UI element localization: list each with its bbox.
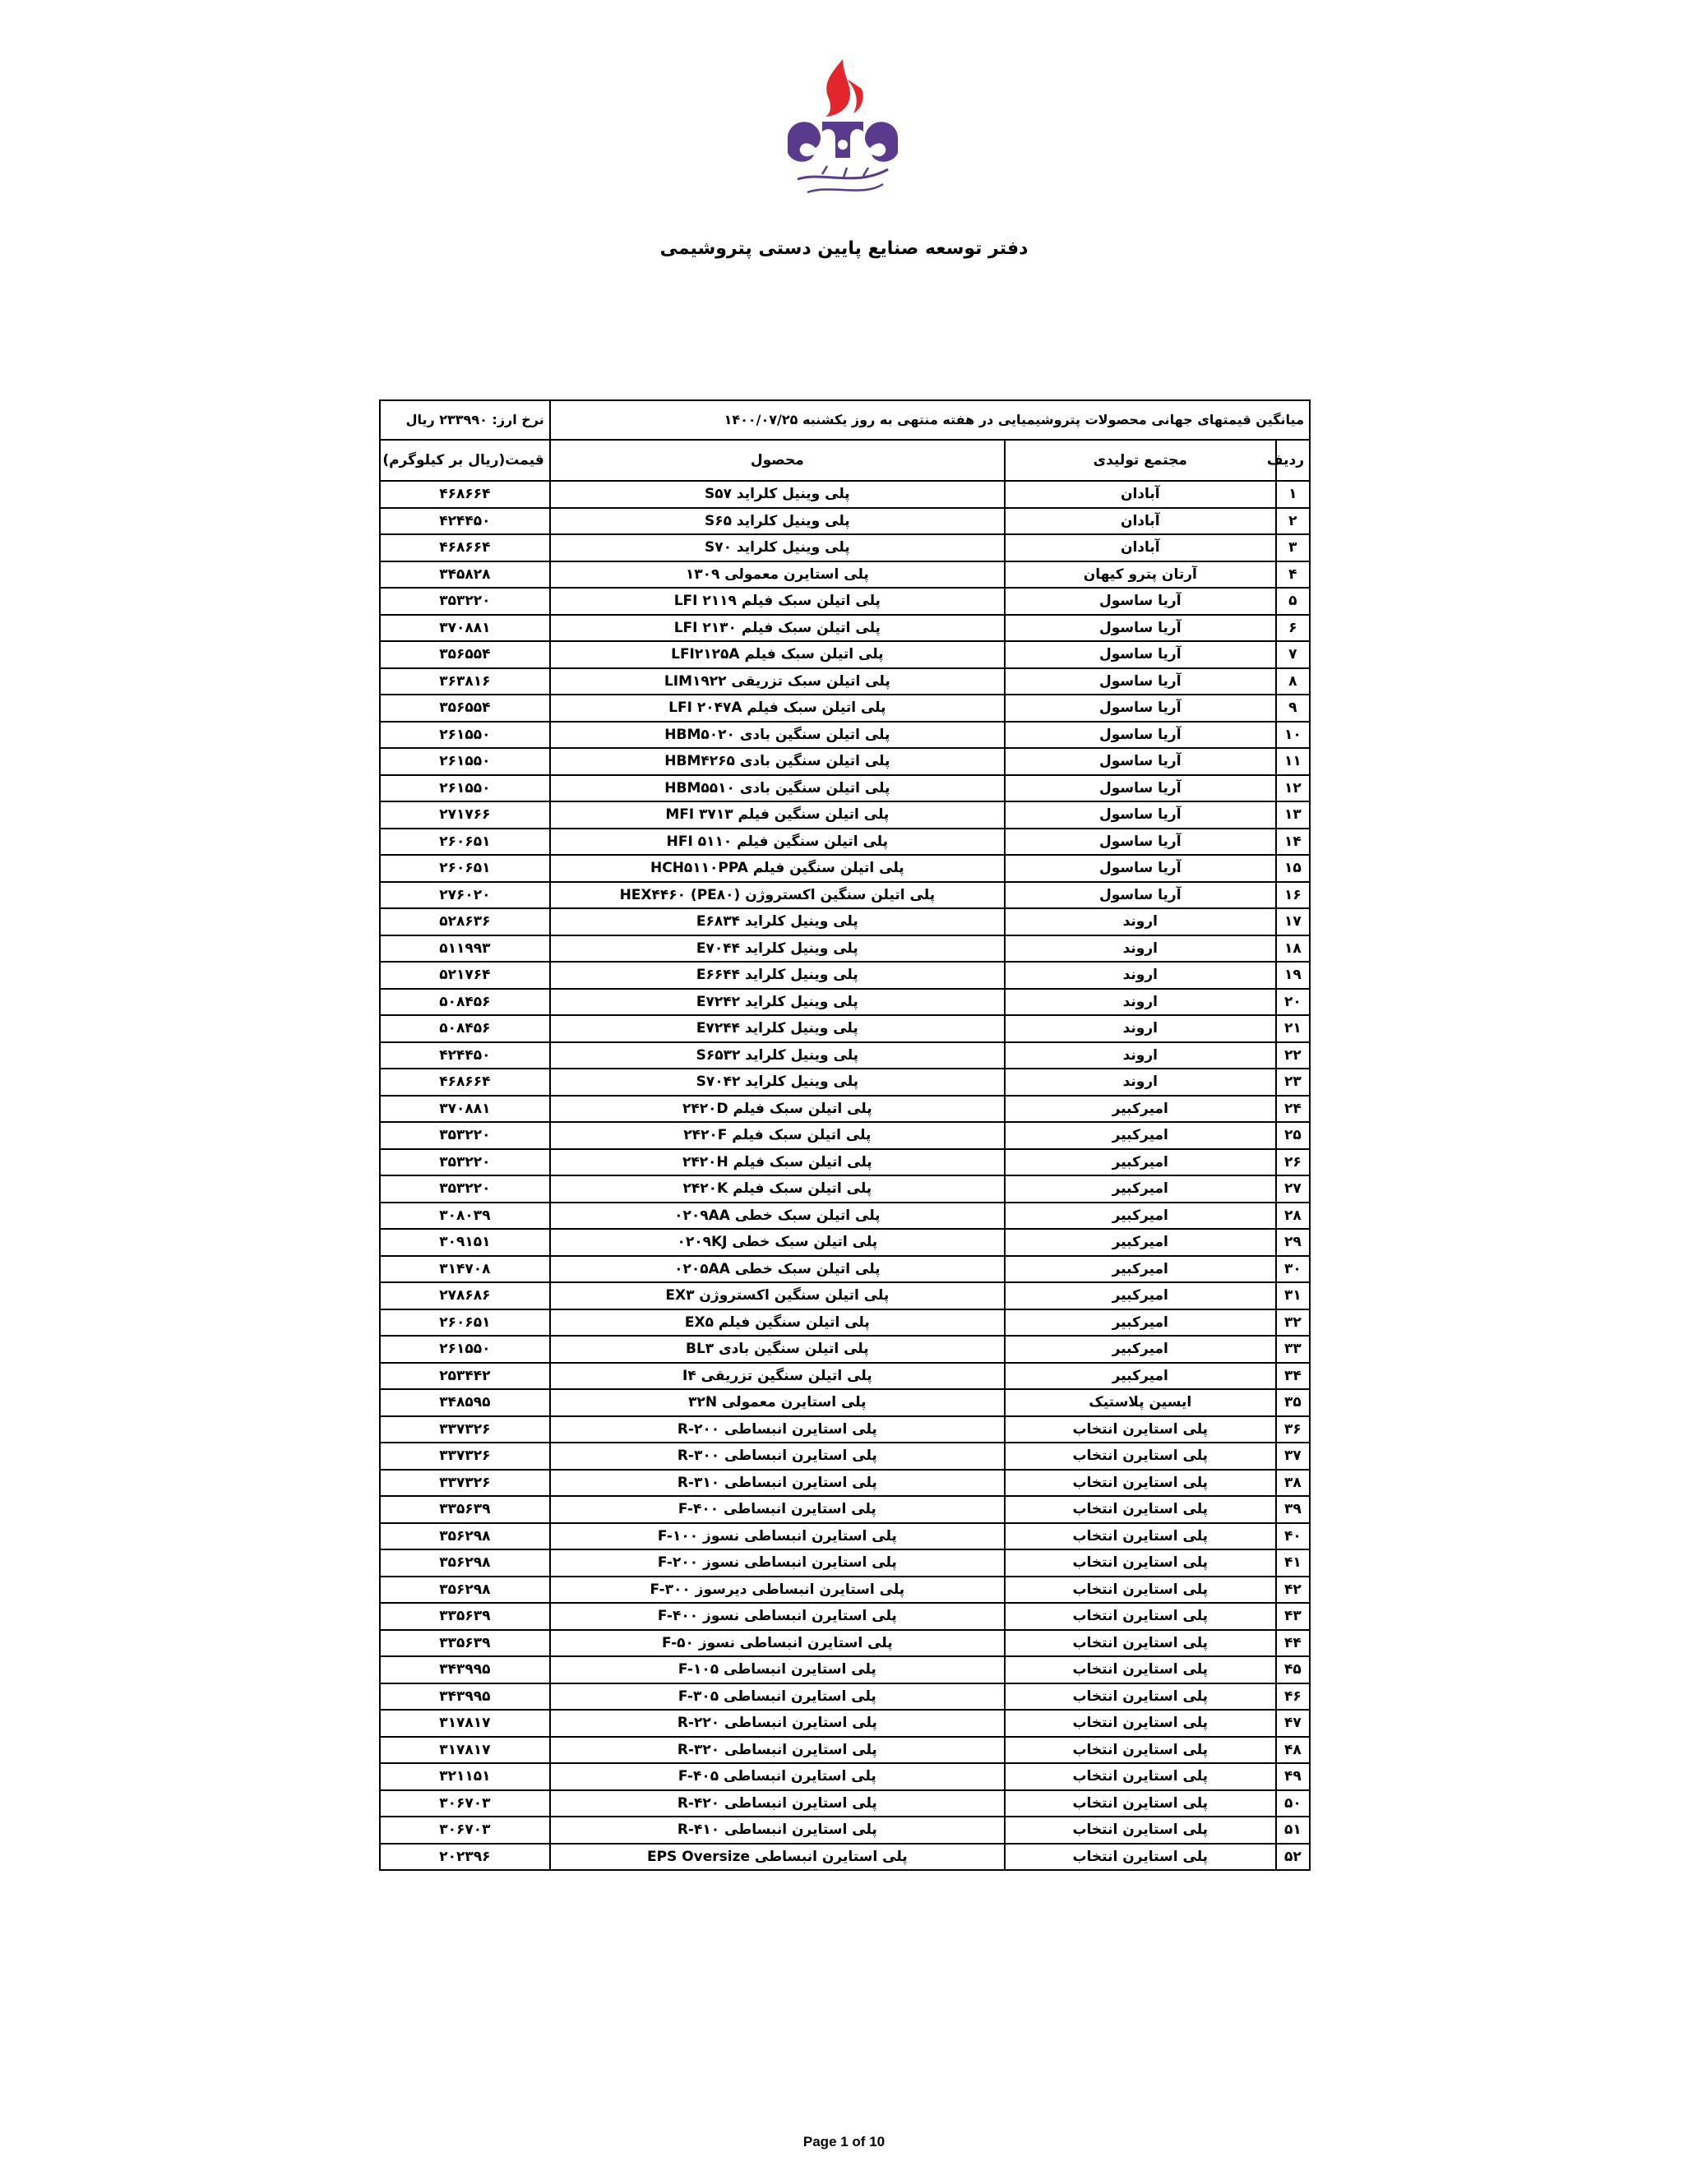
cell-row: ۲۵ — [1276, 1122, 1310, 1149]
table-row — [380, 695, 1310, 722]
cell-row: ۵۲ — [1276, 1844, 1310, 1871]
cell-complex: اروند — [1005, 1069, 1276, 1096]
cell-product: پلی اتیلن سبک فیلم ۲۴۲۰K — [550, 1175, 1005, 1203]
cell-price: ۳۵۶۲۹۸ — [380, 1577, 550, 1604]
cell-product: پلی اتیلن سنگین اکستروژن (PE۸۰) HEX۴۴۶۰ — [550, 882, 1005, 909]
cell-price: ۳۷۰۸۸۱ — [380, 615, 550, 642]
cell-row: ۴۰ — [1276, 1523, 1310, 1550]
cell-row: ۱۴ — [1276, 829, 1310, 856]
cell-complex: امیرکبیر — [1005, 1363, 1276, 1390]
cell-complex: امیرکبیر — [1005, 1282, 1276, 1309]
cell-complex: آبادان — [1005, 508, 1276, 535]
cell-price: ۳۵۶۵۵۴ — [380, 641, 550, 668]
cell-complex: پلی استایرن انتخاب — [1005, 1470, 1276, 1497]
cell-row: ۵ — [1276, 588, 1310, 615]
cell-row: ۳۸ — [1276, 1470, 1310, 1497]
cell-price: ۳۰۶۷۰۳ — [380, 1790, 550, 1817]
cell-price: ۳۱۴۷۰۸ — [380, 1256, 550, 1283]
cell-price: ۴۲۴۴۵۰ — [380, 1042, 550, 1069]
cell-price: ۲۶۰۶۵۱ — [380, 1309, 550, 1337]
col-header-row-number: ردیف — [1276, 440, 1310, 481]
table-row — [380, 1844, 1310, 1871]
table-row — [380, 1256, 1310, 1283]
cell-complex: پلی استایرن انتخاب — [1005, 1710, 1276, 1737]
cell-row: ۹ — [1276, 695, 1310, 722]
cell-price: ۳۰۶۷۰۳ — [380, 1817, 550, 1844]
cell-complex: امیرکبیر — [1005, 1122, 1276, 1149]
cell-product: پلی استایرن معمولی ۱۳۰۹ — [550, 561, 1005, 589]
table-row — [380, 1443, 1310, 1470]
table-row — [380, 1096, 1310, 1123]
cell-price: ۳۲۱۱۵۱ — [380, 1763, 550, 1790]
cell-row: ۱۶ — [1276, 882, 1310, 909]
cell-product: پلی استایرن انبساطی EPS Oversize — [550, 1844, 1005, 1871]
cell-product: پلی وینیل کلراید S۵۷ — [550, 481, 1005, 508]
cell-complex: پلی استایرن انتخاب — [1005, 1416, 1276, 1443]
table-row — [380, 534, 1310, 561]
cell-complex: امیرکبیر — [1005, 1149, 1276, 1176]
cell-row: ۲۸ — [1276, 1203, 1310, 1230]
cell-complex: آریا ساسول — [1005, 801, 1276, 829]
cell-row: ۲۳ — [1276, 1069, 1310, 1096]
cell-price: ۳۶۳۸۱۶ — [380, 668, 550, 695]
table-row — [380, 1282, 1310, 1309]
table-row — [380, 641, 1310, 668]
table-row — [380, 1470, 1310, 1497]
table-row — [380, 908, 1310, 935]
cell-product: پلی استایرن انبساطی دیرسوز F-۳۰۰ — [550, 1577, 1005, 1604]
cell-product: پلی اتیلن سنگین بادی HBM۴۲۶۵ — [550, 748, 1005, 775]
cell-product: پلی استایرن انبساطی R-۴۲۰ — [550, 1790, 1005, 1817]
cell-row: ۴۱ — [1276, 1549, 1310, 1577]
cell-row: ۵۱ — [1276, 1817, 1310, 1844]
cell-complex: پلی استایرن انتخاب — [1005, 1630, 1276, 1657]
cell-price: ۵۱۱۹۹۳ — [380, 935, 550, 963]
cell-complex: پلی استایرن انتخاب — [1005, 1683, 1276, 1711]
cell-product: پلی اتیلن سبک فیلم LFI۲۱۲۵A — [550, 641, 1005, 668]
table-row — [380, 1015, 1310, 1042]
cell-price: ۳۳۷۳۲۶ — [380, 1443, 550, 1470]
table-row — [380, 882, 1310, 909]
cell-complex: امیرکبیر — [1005, 1229, 1276, 1256]
table-row — [380, 668, 1310, 695]
cell-price: ۲۷۸۶۸۶ — [380, 1282, 550, 1309]
cell-row: ۲۷ — [1276, 1175, 1310, 1203]
cell-price: ۳۳۷۳۲۶ — [380, 1416, 550, 1443]
table-row — [380, 1203, 1310, 1230]
cell-price: ۴۶۸۶۶۴ — [380, 1069, 550, 1096]
cell-row: ۲ — [1276, 508, 1310, 535]
table-row — [380, 962, 1310, 989]
cell-row: ۳۷ — [1276, 1443, 1310, 1470]
table-row — [380, 1229, 1310, 1256]
cell-price: ۳۵۶۲۹۸ — [380, 1549, 550, 1577]
table-row — [380, 481, 1310, 508]
cell-complex: اروند — [1005, 1015, 1276, 1042]
cell-row: ۱۰ — [1276, 722, 1310, 749]
table-row — [380, 1363, 1310, 1390]
cell-complex: امیرکبیر — [1005, 1309, 1276, 1337]
table-row — [380, 989, 1310, 1016]
cell-price: ۳۵۳۲۲۰ — [380, 1175, 550, 1203]
cell-price: ۲۶۱۵۵۰ — [380, 722, 550, 749]
cell-complex: پلی استایرن انتخاب — [1005, 1549, 1276, 1577]
cell-row: ۴۴ — [1276, 1630, 1310, 1657]
cell-price: ۲۵۳۴۴۲ — [380, 1363, 550, 1390]
cell-price: ۳۴۸۵۹۵ — [380, 1389, 550, 1416]
table-row — [380, 855, 1310, 882]
cell-row: ۶ — [1276, 615, 1310, 642]
cell-complex: آریا ساسول — [1005, 695, 1276, 722]
cell-complex: آبادان — [1005, 481, 1276, 508]
cell-row: ۴۳ — [1276, 1603, 1310, 1630]
table-title: میانگین قیمتهای جهانی محصولات پتروشیمیایی در هفته منتهی به روز یکشنبه ۱۴۰۰/۰۷/۲۵ — [550, 400, 1310, 440]
cell-product: پلی اتیلن سبک فیلم ۲۴۲۰H — [550, 1149, 1005, 1176]
cell-product: پلی استایرن انبساطی نسوز F-۱۰۰ — [550, 1523, 1005, 1550]
table-row — [380, 1149, 1310, 1176]
cell-complex: اروند — [1005, 1042, 1276, 1069]
cell-complex: آرتان پترو کیهان — [1005, 561, 1276, 589]
table-row — [380, 1122, 1310, 1149]
cell-product: پلی استایرن انبساطی F-۴۰۵ — [550, 1763, 1005, 1790]
cell-complex: آریا ساسول — [1005, 668, 1276, 695]
table-row — [380, 801, 1310, 829]
table-row — [380, 1309, 1310, 1337]
cell-price: ۵۰۸۴۵۶ — [380, 1015, 550, 1042]
cell-product: پلی اتیلن سبک تزریقی LIM۱۹۲۲ — [550, 668, 1005, 695]
cell-price: ۳۱۷۸۱۷ — [380, 1710, 550, 1737]
cell-product: پلی وینیل کلراید E۷۲۴۲ — [550, 989, 1005, 1016]
cell-product: پلی اتیلن سنگین فیلم HCH۵۱۱۰PPA — [550, 855, 1005, 882]
nipc-logo-icon — [765, 56, 921, 212]
cell-product: پلی وینیل کلراید S۶۵۳۲ — [550, 1042, 1005, 1069]
cell-price: ۳۱۷۸۱۷ — [380, 1737, 550, 1764]
cell-product: پلی اتیلن سنگین بادی HBM۵۰۲۰ — [550, 722, 1005, 749]
cell-price: ۳۳۵۶۳۹ — [380, 1496, 550, 1523]
cell-price: ۳۴۳۹۹۵ — [380, 1683, 550, 1711]
cell-row: ۲۰ — [1276, 989, 1310, 1016]
cell-product: پلی اتیلن سبک فیلم ۲۱۱۹ LFI — [550, 588, 1005, 615]
cell-price: ۲۷۱۷۶۶ — [380, 801, 550, 829]
cell-row: ۴۲ — [1276, 1577, 1310, 1604]
cell-row: ۳۳ — [1276, 1336, 1310, 1363]
cell-product: پلی استایرن انبساطی F-۱۰۵ — [550, 1656, 1005, 1683]
cell-product: پلی وینیل کلراید E۷۰۴۴ — [550, 935, 1005, 963]
page-number: Page 1 of 10 — [802, 2134, 886, 2149]
cell-complex: اروند — [1005, 989, 1276, 1016]
cell-row: ۲۴ — [1276, 1096, 1310, 1123]
col-header-price: قیمت(ریال بر کیلوگرم) — [380, 440, 550, 481]
cell-product: پلی وینیل کلراید S۶۵ — [550, 508, 1005, 535]
company-logo — [765, 56, 921, 212]
cell-complex: آریا ساسول — [1005, 855, 1276, 882]
cell-price: ۳۳۵۶۳۹ — [380, 1603, 550, 1630]
cell-product: پلی استایرن انبساطی R-۲۰۰ — [550, 1416, 1005, 1443]
cell-price: ۳۰۸۰۳۹ — [380, 1203, 550, 1230]
cell-price: ۳۴۳۹۹۵ — [380, 1656, 550, 1683]
cell-price: ۲۶۱۵۵۰ — [380, 748, 550, 775]
table-row — [380, 1656, 1310, 1683]
table-row — [380, 829, 1310, 856]
cell-complex: پلی استایرن انتخاب — [1005, 1844, 1276, 1871]
cell-product: پلی استایرن معمولی ۳۲N — [550, 1389, 1005, 1416]
cell-complex: آریا ساسول — [1005, 588, 1276, 615]
cell-product: پلی اتیلن سنگین تزریقی I۴ — [550, 1363, 1005, 1390]
cell-complex: اروند — [1005, 962, 1276, 989]
cell-product: پلی وینیل کلراید S۷۰ — [550, 534, 1005, 561]
cell-price: ۲۰۲۳۹۶ — [380, 1844, 550, 1871]
cell-complex: امیرکبیر — [1005, 1256, 1276, 1283]
cell-complex: آریا ساسول — [1005, 641, 1276, 668]
cell-row: ۵۰ — [1276, 1790, 1310, 1817]
cell-product: پلی اتیلن سنگین بادی HBM۵۵۱۰ — [550, 775, 1005, 802]
table-row — [380, 1683, 1310, 1711]
cell-row: ۳۹ — [1276, 1496, 1310, 1523]
table-row — [380, 1710, 1310, 1737]
cell-complex: آریا ساسول — [1005, 615, 1276, 642]
table-row — [380, 1389, 1310, 1416]
cell-product: پلی وینیل کلراید E۶۸۳۴ — [550, 908, 1005, 935]
cell-price: ۳۷۰۸۸۱ — [380, 1096, 550, 1123]
cell-price: ۳۰۹۱۵۱ — [380, 1229, 550, 1256]
cell-product: پلی اتیلن سنگین فیلم HFI ۵۱۱۰ — [550, 829, 1005, 856]
cell-row: ۴۸ — [1276, 1737, 1310, 1764]
table-row — [380, 1336, 1310, 1363]
cell-complex: امیرکبیر — [1005, 1096, 1276, 1123]
table-row — [380, 588, 1310, 615]
cell-product: پلی استایرن انبساطی F-۳۰۵ — [550, 1683, 1005, 1711]
cell-price: ۳۵۶۲۹۸ — [380, 1523, 550, 1550]
cell-price: ۲۶۱۵۵۰ — [380, 775, 550, 802]
cell-row: ۱ — [1276, 481, 1310, 508]
cell-row: ۲۹ — [1276, 1229, 1310, 1256]
cell-price: ۲۷۶۰۲۰ — [380, 882, 550, 909]
cell-complex: پلی استایرن انتخاب — [1005, 1656, 1276, 1683]
cell-complex: آریا ساسول — [1005, 829, 1276, 856]
cell-product: پلی وینیل کلراید E۶۶۴۴ — [550, 962, 1005, 989]
cell-row: ۳۱ — [1276, 1282, 1310, 1309]
col-header-product: محصول — [550, 440, 1005, 481]
cell-row: ۳۵ — [1276, 1389, 1310, 1416]
cell-row: ۳۲ — [1276, 1309, 1310, 1337]
cell-row: ۱۸ — [1276, 935, 1310, 963]
table-row — [380, 1630, 1310, 1657]
cell-price: ۵۲۱۷۶۴ — [380, 962, 550, 989]
cell-price: ۲۶۱۵۵۰ — [380, 1336, 550, 1363]
table-row — [380, 1416, 1310, 1443]
cell-complex: امیرکبیر — [1005, 1175, 1276, 1203]
table-row — [380, 748, 1310, 775]
cell-product: پلی اتیلن سبک فیلم LFI ۲۰۴۷A — [550, 695, 1005, 722]
cell-complex: اروند — [1005, 908, 1276, 935]
table-row — [380, 615, 1310, 642]
cell-price: ۳۳۷۳۲۶ — [380, 1470, 550, 1497]
table-row — [380, 1523, 1310, 1550]
table-row — [380, 1603, 1310, 1630]
table-row — [380, 561, 1310, 589]
cell-row: ۴۷ — [1276, 1710, 1310, 1737]
cell-product: پلی اتیلن سبک فیلم ۲۴۲۰D — [550, 1096, 1005, 1123]
cell-row: ۳۰ — [1276, 1256, 1310, 1283]
cell-product: پلی استایرن انبساطی نسوز F-۲۰۰ — [550, 1549, 1005, 1577]
cell-complex: امیرکبیر — [1005, 1336, 1276, 1363]
cell-row: ۲۱ — [1276, 1015, 1310, 1042]
cell-complex: پلی استایرن انتخاب — [1005, 1577, 1276, 1604]
cell-price: ۳۳۵۶۳۹ — [380, 1630, 550, 1657]
cell-product: پلی استایرن انبساطی نسوز F-۵۰ — [550, 1630, 1005, 1657]
table-row — [380, 1042, 1310, 1069]
department-subtitle: دفتر توسعه صنایع پایین دستی پتروشیمی — [659, 238, 1029, 259]
table-row — [380, 1737, 1310, 1764]
table-row — [380, 1817, 1310, 1844]
cell-row: ۴۵ — [1276, 1656, 1310, 1683]
cell-price: ۳۵۳۲۲۰ — [380, 1149, 550, 1176]
cell-price: ۴۶۸۶۶۴ — [380, 534, 550, 561]
cell-complex: آریا ساسول — [1005, 882, 1276, 909]
cell-product: پلی استایرن انبساطی نسوز F-۴۰۰ — [550, 1603, 1005, 1630]
price-table — [379, 399, 1311, 1871]
cell-row: ۲۶ — [1276, 1149, 1310, 1176]
cell-product: پلی استایرن انبساطی F-۴۰۰ — [550, 1496, 1005, 1523]
cell-product: پلی اتیلن سنگین فیلم EX۵ — [550, 1309, 1005, 1337]
cell-complex: اروند — [1005, 935, 1276, 963]
cell-row: ۱۵ — [1276, 855, 1310, 882]
cell-product: پلی اتیلن سبک خطی ۰۲۰۹AA — [550, 1203, 1005, 1230]
table-row — [380, 1175, 1310, 1203]
cell-complex: پلی استایرن انتخاب — [1005, 1763, 1276, 1790]
col-header-complex: مجتمع تولیدی — [1005, 440, 1276, 481]
table-title-row — [380, 400, 1310, 440]
cell-row: ۳ — [1276, 534, 1310, 561]
cell-row: ۴۶ — [1276, 1683, 1310, 1711]
cell-product: پلی اتیلن سنگین فیلم MFI ۳۷۱۳ — [550, 801, 1005, 829]
cell-product: پلی استایرن انبساطی R-۴۱۰ — [550, 1817, 1005, 1844]
table-row — [380, 722, 1310, 749]
cell-row: ۴۹ — [1276, 1763, 1310, 1790]
table-row — [380, 1763, 1310, 1790]
column-header-row — [380, 440, 1310, 481]
cell-complex: پلی استایرن انتخاب — [1005, 1443, 1276, 1470]
table-row — [380, 508, 1310, 535]
cell-row: ۱۹ — [1276, 962, 1310, 989]
cell-product: پلی استایرن انبساطی R-۳۰۰ — [550, 1443, 1005, 1470]
table-row — [380, 1790, 1310, 1817]
cell-complex: پلی استایرن انتخاب — [1005, 1603, 1276, 1630]
cell-row: ۱۳ — [1276, 801, 1310, 829]
cell-product: پلی اتیلن سبک خطی ۰۲۰۹KJ — [550, 1229, 1005, 1256]
cell-product: پلی اتیلن سنگین اکستروژن EX۳ — [550, 1282, 1005, 1309]
cell-complex: آریا ساسول — [1005, 748, 1276, 775]
cell-row: ۲۲ — [1276, 1042, 1310, 1069]
cell-product: پلی اتیلن سنگین بادی BL۳ — [550, 1336, 1005, 1363]
cell-price: ۵۲۸۶۳۶ — [380, 908, 550, 935]
cell-product: پلی استایرن انبساطی R-۳۱۰ — [550, 1470, 1005, 1497]
cell-row: ۴ — [1276, 561, 1310, 589]
cell-price: ۲۶۰۶۵۱ — [380, 829, 550, 856]
cell-price: ۴۶۸۶۶۴ — [380, 481, 550, 508]
cell-price: ۴۲۴۴۵۰ — [380, 508, 550, 535]
cell-complex: آریا ساسول — [1005, 775, 1276, 802]
cell-complex: پلی استایرن انتخاب — [1005, 1496, 1276, 1523]
cell-row: ۸ — [1276, 668, 1310, 695]
cell-complex: آبادان — [1005, 534, 1276, 561]
cell-price: ۳۴۵۸۲۸ — [380, 561, 550, 589]
cell-product: پلی اتیلن سبک فیلم ۲۱۳۰ LFI — [550, 615, 1005, 642]
cell-row: ۳۴ — [1276, 1363, 1310, 1390]
table-row — [380, 1549, 1310, 1577]
cell-row: ۷ — [1276, 641, 1310, 668]
cell-row: ۳۶ — [1276, 1416, 1310, 1443]
table-row — [380, 935, 1310, 963]
table-row — [380, 1577, 1310, 1604]
cell-price: ۲۶۰۶۵۱ — [380, 855, 550, 882]
cell-complex: امیرکبیر — [1005, 1203, 1276, 1230]
cell-complex: آریا ساسول — [1005, 722, 1276, 749]
cell-price: ۳۵۶۵۵۴ — [380, 695, 550, 722]
cell-row: ۱۱ — [1276, 748, 1310, 775]
cell-complex: پلی استایرن انتخاب — [1005, 1790, 1276, 1817]
cell-complex: پلی استایرن انتخاب — [1005, 1817, 1276, 1844]
cell-product: پلی وینیل کلراید E۷۲۴۴ — [550, 1015, 1005, 1042]
cell-product: پلی استایرن انبساطی R-۲۲۰ — [550, 1710, 1005, 1737]
cell-product: پلی اتیلن سبک فیلم ۲۴۲۰F — [550, 1122, 1005, 1149]
cell-product: پلی استایرن انبساطی R-۳۲۰ — [550, 1737, 1005, 1764]
cell-price: ۵۰۸۴۵۶ — [380, 989, 550, 1016]
table-row — [380, 1496, 1310, 1523]
cell-row: ۱۷ — [1276, 908, 1310, 935]
cell-product: پلی وینیل کلراید S۷۰۴۲ — [550, 1069, 1005, 1096]
cell-complex: پلی استایرن انتخاب — [1005, 1523, 1276, 1550]
cell-price: ۳۵۳۲۲۰ — [380, 1122, 550, 1149]
table-row — [380, 1069, 1310, 1096]
table-row — [380, 775, 1310, 802]
cell-row: ۱۲ — [1276, 775, 1310, 802]
cell-complex: ایسین پلاستیک — [1005, 1389, 1276, 1416]
cell-product: پلی اتیلن سبک خطی ۰۲۰۵AA — [550, 1256, 1005, 1283]
cell-complex: پلی استایرن انتخاب — [1005, 1737, 1276, 1764]
exchange-rate: نرخ ارز: ۲۳۳۹۹۰ ریال — [380, 400, 550, 440]
cell-price: ۳۵۳۲۲۰ — [380, 588, 550, 615]
